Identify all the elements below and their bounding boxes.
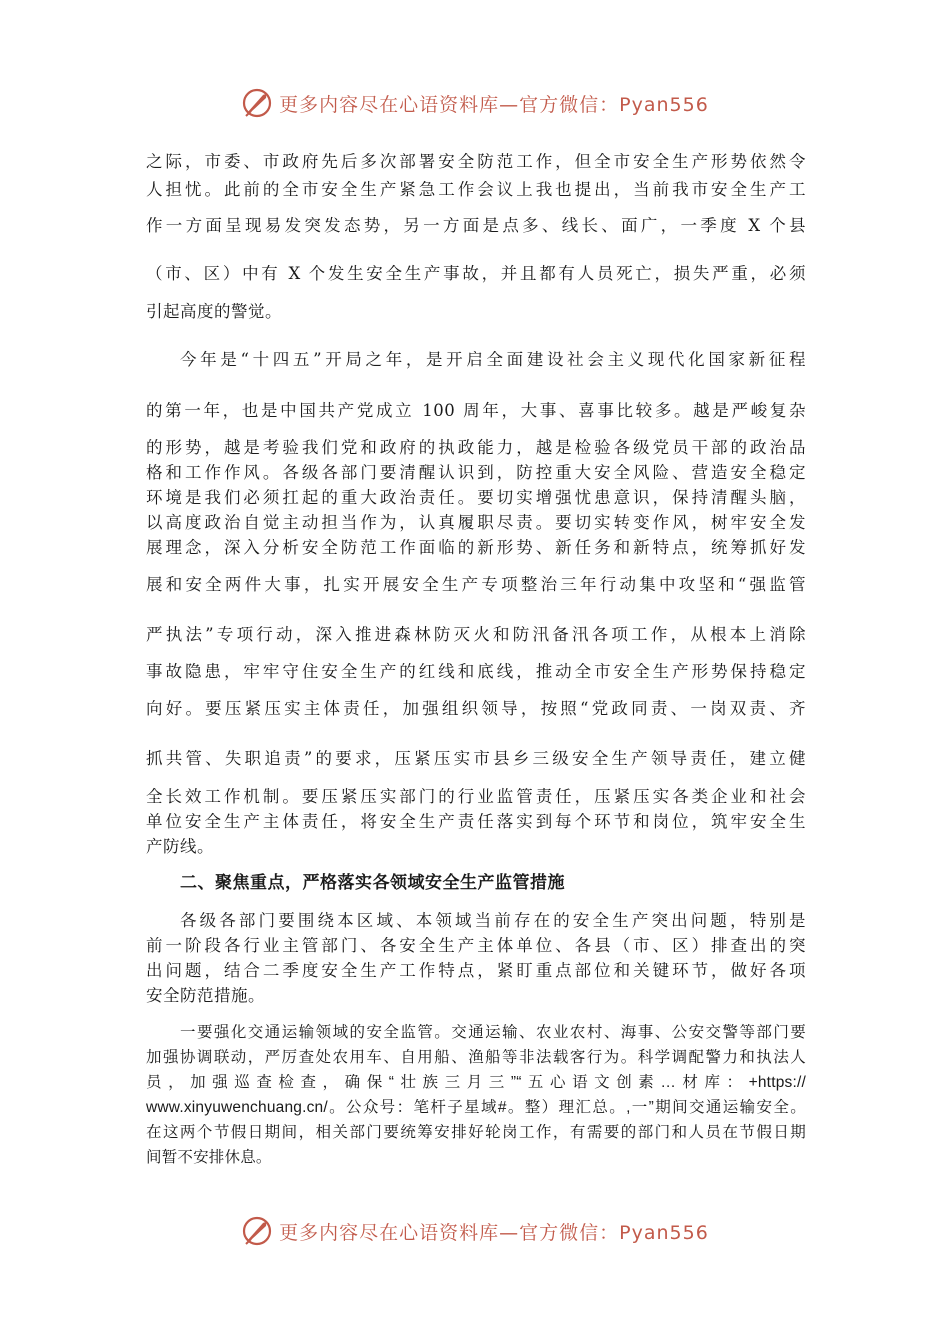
paragraph-line: 事故隐患，牢牢守住安全生产的红线和底线，推动全市安全生产形势保持稳定: [146, 662, 806, 681]
paragraph-line: 全长效工作机制。要压紧压实部门的行业监管责任，压紧压实各类企业和社会: [146, 787, 806, 806]
paragraph-line: www.xinyuwenchuang.cn/。公众号：笔杆子星域#。整）理汇总。,一”期间交通运输安全。: [146, 1099, 806, 1116]
paragraph-line: 在这两个节假日期间，相关部门要统筹安排好轮岗工作，有需要的部门和人员在节假日期: [146, 1124, 806, 1141]
paragraph-line: 作一方面呈现易发突发态势，另一方面是点多、线长、面广，一季度 X 个县: [146, 216, 806, 235]
paragraph-line: 展和安全两件大事，扎实开展安全生产专项整治三年行动集中攻坚和“强监管: [146, 575, 806, 594]
paragraph-line: 展理念，深入分析安全防范工作面临的新形势、新任务和新特点，统筹抓好发: [146, 538, 806, 557]
paragraph-line: 环境是我们必须扛起的重大政治责任。要切实增强忧患意识，保持清醒头脑，: [146, 488, 806, 507]
paragraph-line: 格和工作作风。各级各部门要清醒认识到，防控重大安全风险、营造安全稳定: [146, 463, 806, 482]
section-heading: 二、聚焦重点，严格落实各领域安全生产监管措施: [180, 873, 565, 893]
paragraph-line: 严执法”专项行动，深入推进森林防灭火和防汛备汛各项工作，从根本上消除: [146, 625, 806, 644]
paragraph-line: 各级各部门要围绕本区域、本领域当前存在的安全生产突出问题，特别是: [180, 911, 806, 930]
paragraph-line: 抓共管、失职追责”的要求，压紧压实市县乡三级安全生产领导责任，建立健: [146, 749, 806, 768]
paragraph-line: 单位安全生产主体责任，将安全生产责任落实到每个环节和岗位，筑牢安全生: [146, 812, 806, 831]
header-banner: [0, 86, 950, 120]
paragraph-line: 之际，市委、市政府先后多次部署安全防范工作，但全市安全生产形势依然令: [146, 152, 806, 171]
paragraph-line: 今年是“十四五”开局之年，是开启全面建设社会主义现代化国家新征程: [180, 350, 806, 369]
paragraph-line: 员，加强巡查检查，确保“壮族三月三”“五心语文创素…材库：+https://: [146, 1074, 806, 1091]
paragraph-line: 一要强化交通运输领域的安全监管。交通运输、农业农村、海事、公安交警等部门要: [180, 1024, 806, 1041]
paragraph-line: 间暂不安排休息。: [146, 1149, 272, 1166]
paragraph-line: 人担忧。此前的全市安全生产紧急工作会议上我也提出，当前我市安全生产工: [146, 180, 806, 199]
paragraph-line: 前一阶段各行业主管部门、各安全生产主体单位、各县（市、区）排查出的突: [146, 936, 806, 955]
paragraph-line: 引起高度的警觉。: [146, 302, 282, 321]
banner-text: 更多内容尽在心语资料库—官方微信：Pyan556: [279, 1221, 709, 1244]
quill-pen-logo-icon: [241, 1215, 273, 1247]
paragraph-line: 出问题，结合二季度安全生产工作特点，紧盯重点部位和关键环节，做好各项: [146, 961, 806, 980]
footer-banner: [0, 1214, 950, 1248]
paragraph-line: 向好。要压紧压实主体责任，加强组织领导，按照“党政同责、一岗双责、齐: [146, 699, 806, 718]
paragraph-line: 的形势，越是考验我们党和政府的执政能力，越是检验各级党员干部的政治品: [146, 438, 806, 457]
quill-pen-logo-icon: [241, 87, 273, 119]
paragraph-line: 安全防范措施。: [146, 986, 265, 1005]
paragraph-line: 的第一年，也是中国共产党成立 100 周年，大事、喜事比较多。越是严峻复杂: [146, 401, 806, 420]
banner-text: 更多内容尽在心语资料库—官方微信：Pyan556: [279, 93, 709, 116]
paragraph-line: 以高度政治自觉主动担当作为，认真履职尽责。要切实转变作风，树牢安全发: [146, 513, 806, 532]
paragraph-line: 产防线。: [146, 837, 214, 856]
paragraph-line: （市、区）中有 X 个发生安全生产事故，并且都有人员死亡，损失严重，必须: [146, 264, 806, 283]
paragraph-line: 加强协调联动，严厉查处农用车、自用船、渔船等非法载客行为。科学调配警力和执法人: [146, 1049, 806, 1066]
